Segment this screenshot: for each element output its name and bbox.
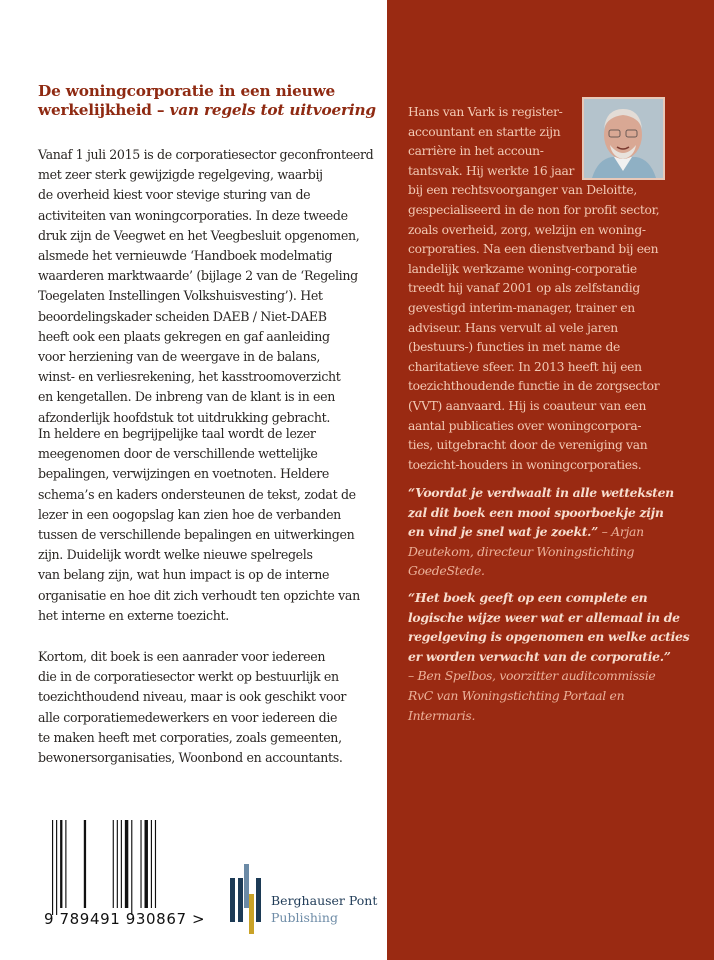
text-line: Kortom, dit boek is een aanrader voor iedereen bbox=[38, 649, 326, 664]
text-line: waarderen marktwaarde’ (bijlage 2 van de ‘Regeling bbox=[38, 268, 358, 284]
text-line: activiteiten van woningcorporaties. In deze tweede bbox=[38, 207, 348, 223]
publisher-name-line-2: Publishing bbox=[271, 910, 338, 925]
barcode-bar bbox=[155, 820, 156, 908]
publisher-name-line-1: Berghauser Pont bbox=[271, 893, 378, 908]
text-line: alle corporatiemedewerkers en voor iedereen die bbox=[38, 709, 338, 725]
barcode-bar bbox=[52, 820, 53, 915]
text-line: tussen de verschillende bepalingen en uitwerkingen bbox=[38, 527, 355, 543]
quote-text-line: “Voordat je verdwaalt in alle wetteksten bbox=[408, 485, 674, 500]
description-paragraph-3 bbox=[38, 647, 383, 768]
text-line: corporaties. Na een dienstverband bij een bbox=[408, 242, 659, 257]
text-line: druk zijn de Veegwet en het Veegbesluit opgenomen, bbox=[38, 227, 360, 243]
barcode-bar bbox=[60, 820, 62, 908]
quote-mixed-line bbox=[408, 522, 674, 542]
description-paragraph-1 bbox=[38, 145, 383, 428]
text-line: In heldere en begrijpelijke taal wordt de lezer bbox=[38, 426, 316, 441]
quote-attribution-line: GoedeStede. bbox=[408, 563, 485, 579]
text-line: en kengetallen. De inbreng van de klant is in een bbox=[38, 389, 335, 405]
text-line: de overheid kiest voor stevige sturing van de bbox=[38, 187, 311, 203]
text-line: (VVT) aanvaard. Hij is coauteur van een bbox=[408, 398, 647, 413]
title-line-1: De woningcorporatie in een nieuwe bbox=[38, 82, 336, 100]
text-line: schema’s en kaders ondersteunen de tekst, zodat de bbox=[38, 486, 356, 502]
barcode-bar bbox=[145, 820, 148, 908]
testimonial-quote-2 bbox=[408, 588, 689, 725]
text-line: Vanaf 1 juli 2015 is de corporatiesector geconfronteerd bbox=[38, 147, 374, 162]
quote-text-line: regelgeving is opgenomen en welke acties bbox=[408, 629, 690, 645]
text-line: gespecialiseerd in de non for profit sector, bbox=[408, 202, 660, 217]
quote-attribution-line: Intermaris. bbox=[408, 707, 476, 723]
text-line: (bestuurs-) functies in met name de bbox=[408, 340, 621, 355]
text-line: te maken heeft met corporaties, zoals gemeenten, bbox=[38, 729, 342, 745]
text-line: landelijk werkzame woning-corporatie bbox=[408, 261, 637, 276]
text-line: Toegelaten Instellingen Volkshuisvesting’). Het bbox=[38, 288, 323, 304]
text-line: accountant en startte zijn bbox=[408, 124, 561, 139]
text-line: treedt hij vanaf 2001 op als zelfstandig bbox=[408, 281, 640, 296]
barcode-bar bbox=[65, 820, 66, 908]
quote-text-line: er worden verwacht van de corporatie.” bbox=[408, 648, 671, 664]
text-line: winst- en verliesrekening, het kasstroomoverzicht bbox=[38, 369, 341, 385]
quote-text-end: en vind je snel wat je zoekt.” bbox=[408, 524, 599, 540]
title-line-2: werkelijkheid – bbox=[38, 101, 170, 119]
text-line: die in de corporatiesector werkt op bestuurlijk en bbox=[38, 669, 339, 685]
text-line: voor herziening van de weergave in de balans, bbox=[38, 349, 321, 365]
text-line: met zeer sterk gewijzigde regelgeving, waarbij bbox=[38, 167, 323, 183]
quote-text-line: logische wijze weer wat er allemaal in de bbox=[408, 609, 680, 625]
text-line: beoordelingskader scheiden DAEB / Niet-DAEB bbox=[38, 308, 327, 324]
publisher-name bbox=[271, 892, 377, 926]
text-line: gevestigd interim-manager, trainer en bbox=[408, 300, 635, 315]
author-photo bbox=[582, 97, 665, 180]
quote-attribution-line: Deutekom, directeur Woningstichting bbox=[408, 543, 635, 559]
book-title bbox=[38, 82, 383, 120]
text-line: adviseur. Hans vervult al vele jaren bbox=[408, 320, 618, 335]
text-line: organisatie en hoe dit zich verhoudt ten opzichte van bbox=[38, 587, 360, 603]
testimonial-quote-1 bbox=[408, 483, 674, 581]
barcode-bar bbox=[117, 820, 118, 908]
text-line: toezichthoudende functie in de zorgsector bbox=[408, 379, 660, 394]
text-line: bij een rechtsvoorganger van Deloitte, bbox=[408, 183, 637, 198]
text-line: charitatieve sfeer. In 2013 heeft hij een bbox=[408, 359, 642, 374]
text-line: zijn. Duidelijk wordt welke nieuwe spelregels bbox=[38, 547, 313, 563]
text-line: heeft ook een plaats gekregen en gaf aanleiding bbox=[38, 328, 330, 344]
text-line: het interne en externe toezicht. bbox=[38, 607, 229, 623]
barcode-bar bbox=[121, 820, 122, 908]
author-portrait-icon bbox=[584, 99, 663, 178]
quote-text-line: “Het boek geeft op een complete en bbox=[408, 590, 648, 605]
barcode-bar bbox=[113, 820, 114, 908]
text-line: tantsvak. Hij werkte 16 jaar bbox=[408, 163, 575, 178]
barcode-bar bbox=[125, 820, 128, 908]
barcode-bar bbox=[140, 820, 141, 908]
text-line: van belang zijn, wat hun impact is op de interne bbox=[38, 567, 330, 583]
text-line: alsmede het vernieuwde ‘Handboek modelmatig bbox=[38, 248, 333, 264]
text-line: carrière in het accoun- bbox=[408, 144, 544, 159]
barcode-bar bbox=[56, 820, 57, 915]
text-line: Hans van Vark is register- bbox=[408, 105, 563, 119]
text-line: toezichthoudend niveau, maar is ook geschikt voor bbox=[38, 689, 347, 705]
text-line: bepalingen, verwijzingen en voetnoten. Heldere bbox=[38, 466, 330, 482]
quote-attribution-line: RvC van Woningstichting Portaal en bbox=[408, 687, 625, 703]
barcode-bar bbox=[151, 820, 152, 908]
title-subtitle: van regels tot uitvoering bbox=[169, 101, 376, 119]
isbn-number: 9 789491 930867 > bbox=[44, 910, 206, 928]
text-line: meegenomen door de verschillende wettelijke bbox=[38, 446, 318, 462]
barcode-icon bbox=[48, 820, 198, 915]
barcode-bar bbox=[84, 820, 86, 908]
berghauser-pont-logo-icon bbox=[230, 864, 264, 934]
barcode-bar bbox=[131, 820, 132, 915]
quote-attribution-line: – Ben Spelbos, voorzitter auditcommissie bbox=[408, 668, 656, 684]
quote-attribution-start: – Arjan bbox=[598, 524, 644, 540]
quote-text-line: zal dit boek een mooi spoorboekje zijn bbox=[408, 504, 664, 520]
text-line: bewonersorganisaties, Woonbond en accountants. bbox=[38, 750, 343, 766]
text-line: zoals overheid, zorg, welzijn en woning- bbox=[408, 222, 646, 237]
text-line: lezer in een oogopslag kan zien hoe de verbanden bbox=[38, 506, 341, 522]
text-line: afzonderlijk hoofdstuk tot uitdrukking gebracht. bbox=[38, 409, 330, 425]
description-paragraph-2 bbox=[38, 424, 383, 626]
text-line: ties, uitgebracht door de vereniging van bbox=[408, 438, 648, 453]
text-line: aantal publicaties over woningcorpora- bbox=[408, 418, 642, 433]
text-line: toezicht-houders in woningcorporaties. bbox=[408, 457, 642, 472]
